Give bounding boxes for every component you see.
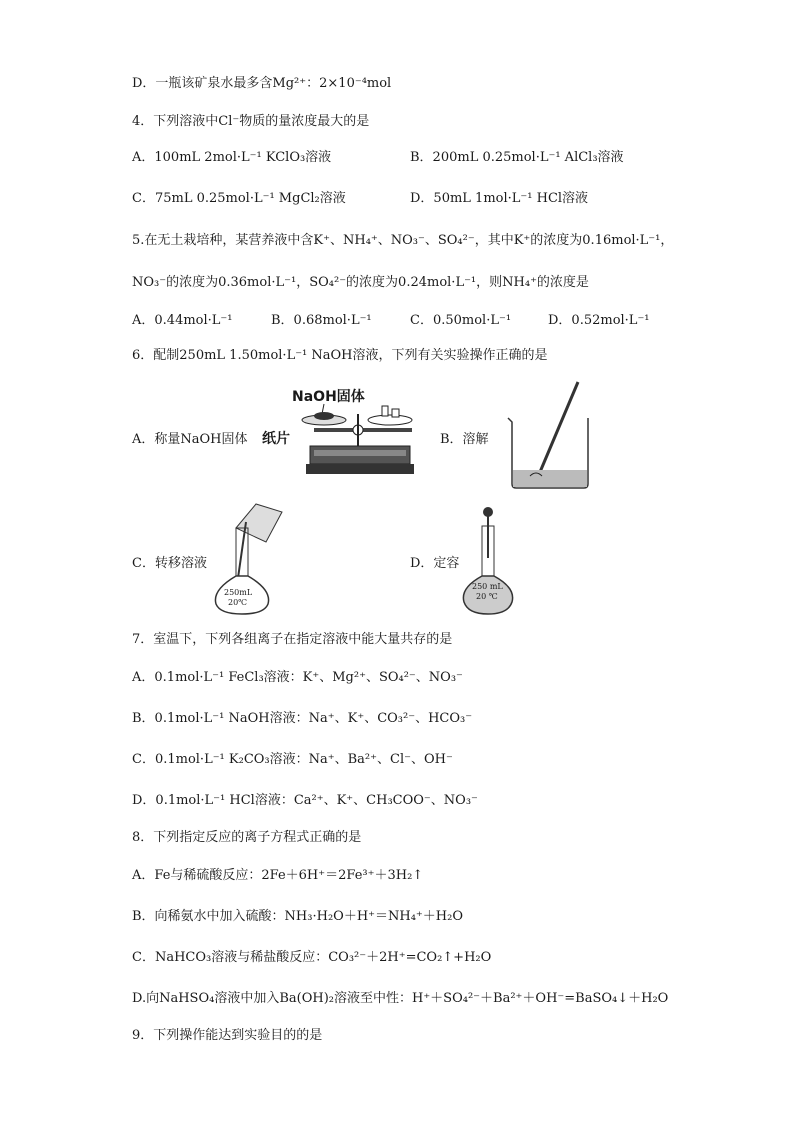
q5-option-a: A．0.44mol·L⁻¹ [132, 313, 233, 328]
balance-figure [262, 384, 422, 484]
q6-option-a: A．称量NaOH固体 [132, 432, 248, 447]
q8-option-a: A．Fe与稀硫酸反应：2Fe＋6H⁺＝2Fe³⁺＋3H₂↑ [132, 868, 424, 883]
q8-option-d: D.向NaHSO₄溶液中加入Ba(OH)₂溶液至中性：H⁺＋SO₄²⁻＋Ba²⁺＋OH⁻=BaSO₄↓＋H₂O [132, 991, 669, 1006]
balance-drawing [262, 384, 422, 484]
naoh-solid-label: NaOH固体 [292, 389, 365, 405]
q4-option-c: C．75mL 0.25mol·L⁻¹ MgCl₂溶液 [132, 191, 346, 206]
q4-stem: 4．下列溶液中Cl⁻物质的量浓度最大的是 [132, 114, 370, 129]
volumetric-flask-volume: 250 mL [472, 582, 503, 591]
q5-option-d: D．0.52mol·L⁻¹ [548, 313, 650, 328]
transfer-flask-volume: 250mL [224, 588, 253, 597]
transfer-flask-drawing [206, 498, 296, 618]
q6-option-b: B．溶解 [440, 432, 489, 447]
q7-option-a: A．0.1mol·L⁻¹ FeCl₃溶液：K⁺、Mg²⁺、SO₄²⁻、NO₃⁻ [132, 670, 463, 685]
q4-option-a: A．100mL 2mol·L⁻¹ KClO₃溶液 [132, 150, 332, 165]
q4-option-b: B．200mL 0.25mol·L⁻¹ AlCl₃溶液 [410, 150, 624, 165]
volumetric-flask-figure [458, 504, 528, 616]
transfer-flask-figure [206, 498, 296, 618]
q8-stem: 8．下列指定反应的离子方程式正确的是 [132, 830, 362, 845]
paper-label: 纸片 [262, 431, 290, 447]
beaker-figure [500, 372, 600, 492]
q5-stem-line2: NO₃⁻的浓度为0.36mol·L⁻¹，SO₄²⁻的浓度为0.24mol·L⁻¹，则NH₄⁺的浓度是 [132, 275, 589, 290]
q7-option-c: C．0.1mol·L⁻¹ K₂CO₃溶液：Na⁺、Ba²⁺、Cl⁻、OH⁻ [132, 752, 453, 767]
q8-option-b: B．向稀氨水中加入硫酸：NH₃·H₂O＋H⁺＝NH₄⁺＋H₂O [132, 909, 464, 924]
q9-stem: 9．下列操作能达到实验目的的是 [132, 1028, 323, 1043]
q5-option-b: B．0.68mol·L⁻¹ [271, 313, 372, 328]
transfer-flask-temp: 20℃ [228, 598, 248, 607]
q7-option-b: B．0.1mol·L⁻¹ NaOH溶液：Na⁺、K⁺、CO₃²⁻、HCO₃⁻ [132, 711, 473, 726]
q7-stem: 7．室温下，下列各组离子在指定溶液中能大量共存的是 [132, 632, 453, 647]
q6-stem: 6．配制250mL 1.50mol·L⁻¹ NaOH溶液，下列有关实验操作正确的是 [132, 348, 548, 363]
q6-option-c: C．转移溶液 [132, 556, 207, 571]
q8-option-c: C．NaHCO₃溶液与稀盐酸反应：CO₃²⁻＋2H⁺=CO₂↑+H₂O [132, 950, 492, 965]
q5-stem-line1: 5.在无土栽培种，某营养液中含K⁺、NH₄⁺、NO₃⁻、SO₄²⁻，其中K⁺的浓度为0.16mol·L⁻¹， [132, 233, 674, 248]
q5-option-c: C．0.50mol·L⁻¹ [410, 313, 512, 328]
volumetric-flask-temp: 20 ℃ [476, 592, 498, 601]
q4-option-d: D．50mL 1mol·L⁻¹ HCl溶液 [410, 191, 589, 206]
q6-option-d: D．定容 [410, 556, 460, 571]
q3-option-d: D．一瓶该矿泉水最多含Mg²⁺：2×10⁻⁴mol [132, 76, 392, 91]
q7-option-d: D．0.1mol·L⁻¹ HCl溶液：Ca²⁺、K⁺、CH₃COO⁻、NO₃⁻ [132, 793, 478, 808]
